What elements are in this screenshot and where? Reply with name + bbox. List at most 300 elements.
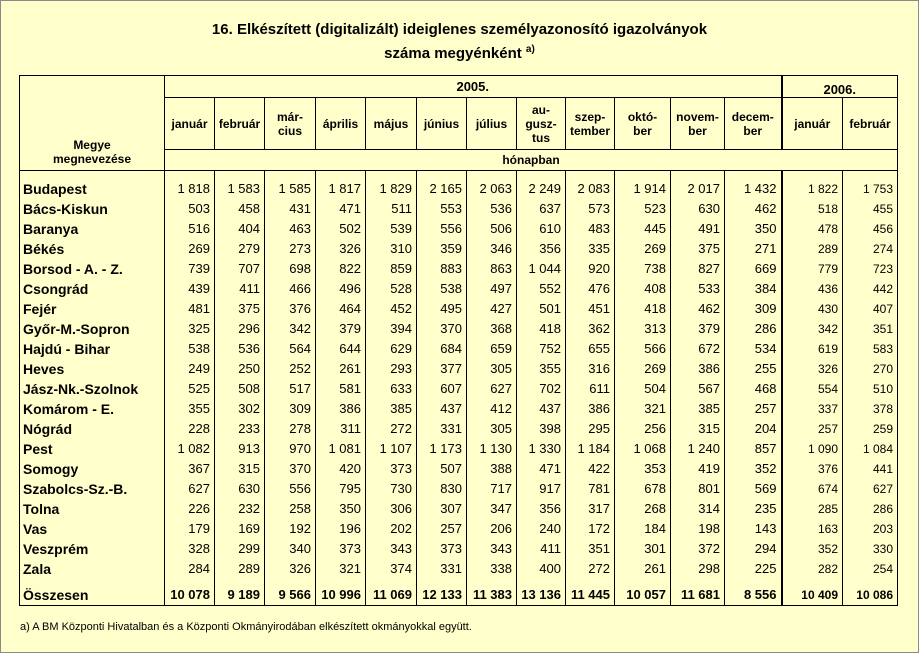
value-cell: 362 <box>566 319 615 339</box>
value-cell: 385 <box>671 399 725 419</box>
value-cell: 373 <box>316 539 366 559</box>
value-cell: 330 <box>843 539 898 559</box>
value-cell: 506 <box>467 219 517 239</box>
value-cell: 504 <box>615 379 671 399</box>
value-cell: 342 <box>782 319 843 339</box>
value-cell: 309 <box>265 399 316 419</box>
value-cell: 422 <box>566 459 615 479</box>
month-header-text: február <box>218 116 261 131</box>
value-cell: 293 <box>366 359 417 379</box>
value-cell: 343 <box>467 539 517 559</box>
value-cell: 698 <box>265 259 316 279</box>
value-cell: 538 <box>165 339 215 359</box>
month-header-2005 <box>316 98 366 150</box>
table-title-line2 <box>0 44 919 62</box>
value-cell: 655 <box>566 339 615 359</box>
table-row <box>20 459 898 479</box>
value-cell: 917 <box>517 479 566 499</box>
value-cell: 163 <box>782 519 843 539</box>
value-cell: 471 <box>517 459 566 479</box>
value-cell: 556 <box>417 219 467 239</box>
value-cell: 630 <box>671 199 725 219</box>
month-header-2005 <box>467 98 517 150</box>
county-name: Győr-M.-Sopron <box>20 319 165 339</box>
value-cell: 321 <box>615 399 671 419</box>
month-header-text: tember <box>569 123 610 138</box>
value-cell: 256 <box>615 419 671 439</box>
value-cell: 471 <box>316 199 366 219</box>
value-cell: 752 <box>517 339 566 359</box>
value-cell: 398 <box>517 419 566 439</box>
table-row <box>20 319 898 339</box>
value-cell: 386 <box>566 399 615 419</box>
value-cell: 316 <box>566 359 615 379</box>
value-cell: 259 <box>843 419 898 439</box>
value-cell: 278 <box>265 419 316 439</box>
value-cell: 659 <box>467 339 517 359</box>
value-cell: 569 <box>725 479 782 499</box>
value-cell: 284 <box>165 559 215 579</box>
value-cell: 1 583 <box>215 171 265 200</box>
value-cell: 198 <box>671 519 725 539</box>
value-cell: 355 <box>165 399 215 419</box>
value-cell: 533 <box>671 279 725 299</box>
unit-header: hónapban <box>165 150 898 171</box>
value-cell: 1 914 <box>615 171 671 200</box>
value-cell: 553 <box>417 199 467 219</box>
county-name: Budapest <box>20 171 165 200</box>
value-cell: 1 817 <box>316 171 366 200</box>
month-header-2005 <box>165 98 215 150</box>
value-cell: 258 <box>265 499 316 519</box>
value-cell: 463 <box>265 219 316 239</box>
value-cell: 437 <box>517 399 566 419</box>
year-2006-header: 2006. <box>782 76 898 98</box>
value-cell: 10 409 <box>782 579 843 606</box>
value-cell: 669 <box>725 259 782 279</box>
value-cell: 282 <box>782 559 843 579</box>
value-cell: 331 <box>417 419 467 439</box>
footnote: a) A BM Központi Hivatalban és a Központi Okmányirodában elkészített okmányokkal együtt. <box>20 621 472 633</box>
value-cell: 1 818 <box>165 171 215 200</box>
value-cell: 439 <box>165 279 215 299</box>
table-row <box>20 439 898 459</box>
value-cell: 1 068 <box>615 439 671 459</box>
month-header-2005 <box>366 98 417 150</box>
value-cell: 268 <box>615 499 671 519</box>
value-cell: 436 <box>782 279 843 299</box>
county-name: Bács-Kiskun <box>20 199 165 219</box>
value-cell: 404 <box>215 219 265 239</box>
value-cell: 511 <box>366 199 417 219</box>
month-header-text: decem- <box>731 109 774 124</box>
value-cell: 1 081 <box>316 439 366 459</box>
value-cell: 286 <box>725 319 782 339</box>
value-cell: 1 330 <box>517 439 566 459</box>
value-cell: 359 <box>417 239 467 259</box>
table-row <box>20 171 898 200</box>
month-header-text: tus <box>532 130 550 145</box>
value-cell: 270 <box>843 359 898 379</box>
value-cell: 1 107 <box>366 439 417 459</box>
value-cell: 202 <box>366 519 417 539</box>
value-cell: 240 <box>517 519 566 539</box>
value-cell: 10 086 <box>843 579 898 606</box>
month-header-2005 <box>615 98 671 150</box>
value-cell: 352 <box>725 459 782 479</box>
value-cell: 184 <box>615 519 671 539</box>
value-cell: 342 <box>265 319 316 339</box>
table-title: 16. Elkészített (digitalizált) ideiglenes személyazonosító igazolványok <box>211 21 708 38</box>
value-cell: 385 <box>366 399 417 419</box>
county-name: Jász-Nk.-Szolnok <box>20 379 165 399</box>
table-row <box>20 479 898 499</box>
value-cell: 476 <box>566 279 615 299</box>
value-cell: 321 <box>316 559 366 579</box>
county-name: Veszprém <box>20 539 165 559</box>
value-cell: 2 249 <box>517 171 566 200</box>
value-cell: 678 <box>615 479 671 499</box>
value-cell: 269 <box>615 239 671 259</box>
value-cell: 610 <box>517 219 566 239</box>
value-cell: 305 <box>467 419 517 439</box>
value-cell: 328 <box>165 539 215 559</box>
value-cell: 10 078 <box>165 579 215 606</box>
county-name: Összesen <box>20 579 165 606</box>
value-cell: 204 <box>725 419 782 439</box>
value-cell: 388 <box>467 459 517 479</box>
county-header-line1: Megye <box>73 138 111 152</box>
value-cell: 271 <box>725 239 782 259</box>
value-cell: 11 069 <box>366 579 417 606</box>
value-cell: 538 <box>417 279 467 299</box>
value-cell: 1 184 <box>566 439 615 459</box>
value-cell: 376 <box>265 299 316 319</box>
month-header-text: ber <box>743 123 763 138</box>
value-cell: 822 <box>316 259 366 279</box>
value-cell: 228 <box>165 419 215 439</box>
value-cell: 13 136 <box>517 579 566 606</box>
value-cell: 169 <box>215 519 265 539</box>
county-name: Komárom - E. <box>20 399 165 419</box>
value-cell: 172 <box>566 519 615 539</box>
value-cell: 525 <box>165 379 215 399</box>
value-cell: 326 <box>782 359 843 379</box>
value-cell: 863 <box>467 259 517 279</box>
value-cell: 857 <box>725 439 782 459</box>
value-cell: 196 <box>316 519 366 539</box>
value-cell: 375 <box>215 299 265 319</box>
month-header-2006: január <box>782 98 843 150</box>
month-header-text: októ- <box>627 109 658 124</box>
value-cell: 12 133 <box>417 579 467 606</box>
value-cell: 350 <box>316 499 366 519</box>
value-cell: 310 <box>366 239 417 259</box>
month-header-text: novem- <box>676 109 719 124</box>
table-row <box>20 299 898 319</box>
month-header-2005 <box>671 98 725 150</box>
value-cell: 518 <box>782 199 843 219</box>
table-row <box>20 499 898 519</box>
value-cell: 1 130 <box>467 439 517 459</box>
value-cell: 225 <box>725 559 782 579</box>
county-name: Békés <box>20 239 165 259</box>
value-cell: 232 <box>215 499 265 519</box>
value-cell: 355 <box>517 359 566 379</box>
value-cell: 337 <box>782 399 843 419</box>
value-cell: 462 <box>725 199 782 219</box>
value-cell: 883 <box>417 259 467 279</box>
value-cell: 285 <box>782 499 843 519</box>
table-row <box>20 219 898 239</box>
value-cell: 411 <box>215 279 265 299</box>
month-header-2006: február <box>843 98 898 150</box>
value-cell: 356 <box>517 499 566 519</box>
county-name: Szabolcs-Sz.-B. <box>20 479 165 499</box>
value-cell: 462 <box>671 299 725 319</box>
value-cell: 9 566 <box>265 579 316 606</box>
table-row <box>20 239 898 259</box>
value-cell: 970 <box>265 439 316 459</box>
value-cell: 556 <box>265 479 316 499</box>
value-cell: 305 <box>467 359 517 379</box>
county-name: Tolna <box>20 499 165 519</box>
value-cell: 508 <box>215 379 265 399</box>
value-cell: 523 <box>615 199 671 219</box>
value-cell: 859 <box>366 259 417 279</box>
table-row <box>20 379 898 399</box>
value-cell: 272 <box>366 419 417 439</box>
county-name: Zala <box>20 559 165 579</box>
value-cell: 723 <box>843 259 898 279</box>
table-row <box>20 279 898 299</box>
value-cell: 379 <box>316 319 366 339</box>
value-cell: 478 <box>782 219 843 239</box>
value-cell: 374 <box>366 559 417 579</box>
value-cell: 379 <box>671 319 725 339</box>
value-cell: 317 <box>566 499 615 519</box>
month-header-2005 <box>417 98 467 150</box>
value-cell: 289 <box>215 559 265 579</box>
value-cell: 497 <box>467 279 517 299</box>
value-cell: 2 017 <box>671 171 725 200</box>
value-cell: 501 <box>517 299 566 319</box>
value-cell: 536 <box>215 339 265 359</box>
month-header-text: cius <box>277 123 302 138</box>
month-header-text: gusz- <box>525 116 557 131</box>
month-header-text: szep- <box>574 109 606 124</box>
table-row <box>20 339 898 359</box>
value-cell: 375 <box>671 239 725 259</box>
value-cell: 627 <box>843 479 898 499</box>
value-cell: 8 556 <box>725 579 782 606</box>
county-name: Pest <box>20 439 165 459</box>
value-cell: 611 <box>566 379 615 399</box>
county-name: Baranya <box>20 219 165 239</box>
value-cell: 325 <box>165 319 215 339</box>
value-cell: 483 <box>566 219 615 239</box>
value-cell: 781 <box>566 479 615 499</box>
value-cell: 619 <box>782 339 843 359</box>
month-header-2005 <box>215 98 265 150</box>
table-header <box>20 76 898 171</box>
value-cell: 427 <box>467 299 517 319</box>
value-cell: 400 <box>517 559 566 579</box>
value-cell: 738 <box>615 259 671 279</box>
value-cell: 408 <box>615 279 671 299</box>
value-cell: 1 753 <box>843 171 898 200</box>
month-header-text: au- <box>532 102 550 117</box>
title-line2-text: száma megyénként <box>384 45 522 62</box>
value-cell: 250 <box>215 359 265 379</box>
value-cell: 418 <box>517 319 566 339</box>
month-header-2005 <box>566 98 615 150</box>
value-cell: 510 <box>843 379 898 399</box>
value-cell: 272 <box>566 559 615 579</box>
value-cell: 307 <box>417 499 467 519</box>
value-cell: 351 <box>843 319 898 339</box>
value-cell: 567 <box>671 379 725 399</box>
value-cell: 143 <box>725 519 782 539</box>
value-cell: 534 <box>725 339 782 359</box>
month-header-2005 <box>265 98 316 150</box>
value-cell: 269 <box>165 239 215 259</box>
value-cell: 629 <box>366 339 417 359</box>
data-table <box>19 75 898 606</box>
month-header-text: április <box>322 116 359 131</box>
value-cell: 377 <box>417 359 467 379</box>
value-cell: 830 <box>417 479 467 499</box>
value-cell: 707 <box>215 259 265 279</box>
county-name: Vas <box>20 519 165 539</box>
value-cell: 684 <box>417 339 467 359</box>
value-cell: 441 <box>843 459 898 479</box>
value-cell: 412 <box>467 399 517 419</box>
value-cell: 340 <box>265 539 316 559</box>
county-name: Somogy <box>20 459 165 479</box>
value-cell: 9 189 <box>215 579 265 606</box>
value-cell: 370 <box>417 319 467 339</box>
county-name: Csongrád <box>20 279 165 299</box>
value-cell: 367 <box>165 459 215 479</box>
table-row <box>20 259 898 279</box>
value-cell: 1 829 <box>366 171 417 200</box>
value-cell: 10 996 <box>316 579 366 606</box>
value-cell: 2 165 <box>417 171 467 200</box>
value-cell: 507 <box>417 459 467 479</box>
value-cell: 373 <box>366 459 417 479</box>
value-cell: 299 <box>215 539 265 559</box>
value-cell: 226 <box>165 499 215 519</box>
value-cell: 779 <box>782 259 843 279</box>
value-cell: 301 <box>615 539 671 559</box>
value-cell: 373 <box>417 539 467 559</box>
value-cell: 233 <box>215 419 265 439</box>
month-header-text: már- <box>276 109 303 124</box>
table-row <box>20 519 898 539</box>
value-cell: 279 <box>215 239 265 259</box>
value-cell: 407 <box>843 299 898 319</box>
value-cell: 257 <box>782 419 843 439</box>
value-cell: 495 <box>417 299 467 319</box>
value-cell: 286 <box>843 499 898 519</box>
table-row <box>20 419 898 439</box>
year-2005-header: 2005. <box>165 76 782 98</box>
value-cell: 739 <box>165 259 215 279</box>
value-cell: 313 <box>615 319 671 339</box>
value-cell: 257 <box>417 519 467 539</box>
county-name: Heves <box>20 359 165 379</box>
value-cell: 419 <box>671 459 725 479</box>
value-cell: 466 <box>265 279 316 299</box>
value-cell: 353 <box>615 459 671 479</box>
value-cell: 554 <box>782 379 843 399</box>
value-cell: 11 681 <box>671 579 725 606</box>
value-cell: 315 <box>215 459 265 479</box>
value-cell: 517 <box>265 379 316 399</box>
value-cell: 1 084 <box>843 439 898 459</box>
value-cell: 801 <box>671 479 725 499</box>
value-cell: 294 <box>725 539 782 559</box>
value-cell: 350 <box>725 219 782 239</box>
value-cell: 1 090 <box>782 439 843 459</box>
month-header-2005 <box>725 98 782 150</box>
value-cell: 2 063 <box>467 171 517 200</box>
month-header-text: május <box>373 116 409 131</box>
value-cell: 672 <box>671 339 725 359</box>
value-cell: 583 <box>843 339 898 359</box>
value-cell: 442 <box>843 279 898 299</box>
value-cell: 539 <box>366 219 417 239</box>
value-cell: 351 <box>566 539 615 559</box>
month-header-2005 <box>517 98 566 150</box>
value-cell: 370 <box>265 459 316 479</box>
county-name: Borsod - A. - Z. <box>20 259 165 279</box>
value-cell: 431 <box>265 199 316 219</box>
table-row <box>20 199 898 219</box>
value-cell: 503 <box>165 199 215 219</box>
value-cell: 528 <box>366 279 417 299</box>
value-cell: 2 083 <box>566 171 615 200</box>
value-cell: 261 <box>615 559 671 579</box>
value-cell: 455 <box>843 199 898 219</box>
value-cell: 491 <box>671 219 725 239</box>
value-cell: 717 <box>467 479 517 499</box>
value-cell: 376 <box>782 459 843 479</box>
value-cell: 1 173 <box>417 439 467 459</box>
value-cell: 456 <box>843 219 898 239</box>
month-header-text: ber <box>633 123 652 138</box>
value-cell: 269 <box>615 359 671 379</box>
table-row <box>20 539 898 559</box>
value-cell: 309 <box>725 299 782 319</box>
value-cell: 257 <box>725 399 782 419</box>
value-cell: 674 <box>782 479 843 499</box>
value-cell: 1 082 <box>165 439 215 459</box>
value-cell: 633 <box>366 379 417 399</box>
value-cell: 386 <box>316 399 366 419</box>
value-cell: 306 <box>366 499 417 519</box>
value-cell: 564 <box>265 339 316 359</box>
table-body <box>20 171 898 606</box>
value-cell: 627 <box>165 479 215 499</box>
value-cell: 445 <box>615 219 671 239</box>
value-cell: 254 <box>843 559 898 579</box>
value-cell: 206 <box>467 519 517 539</box>
value-cell: 298 <box>671 559 725 579</box>
value-cell: 644 <box>316 339 366 359</box>
value-cell: 386 <box>671 359 725 379</box>
